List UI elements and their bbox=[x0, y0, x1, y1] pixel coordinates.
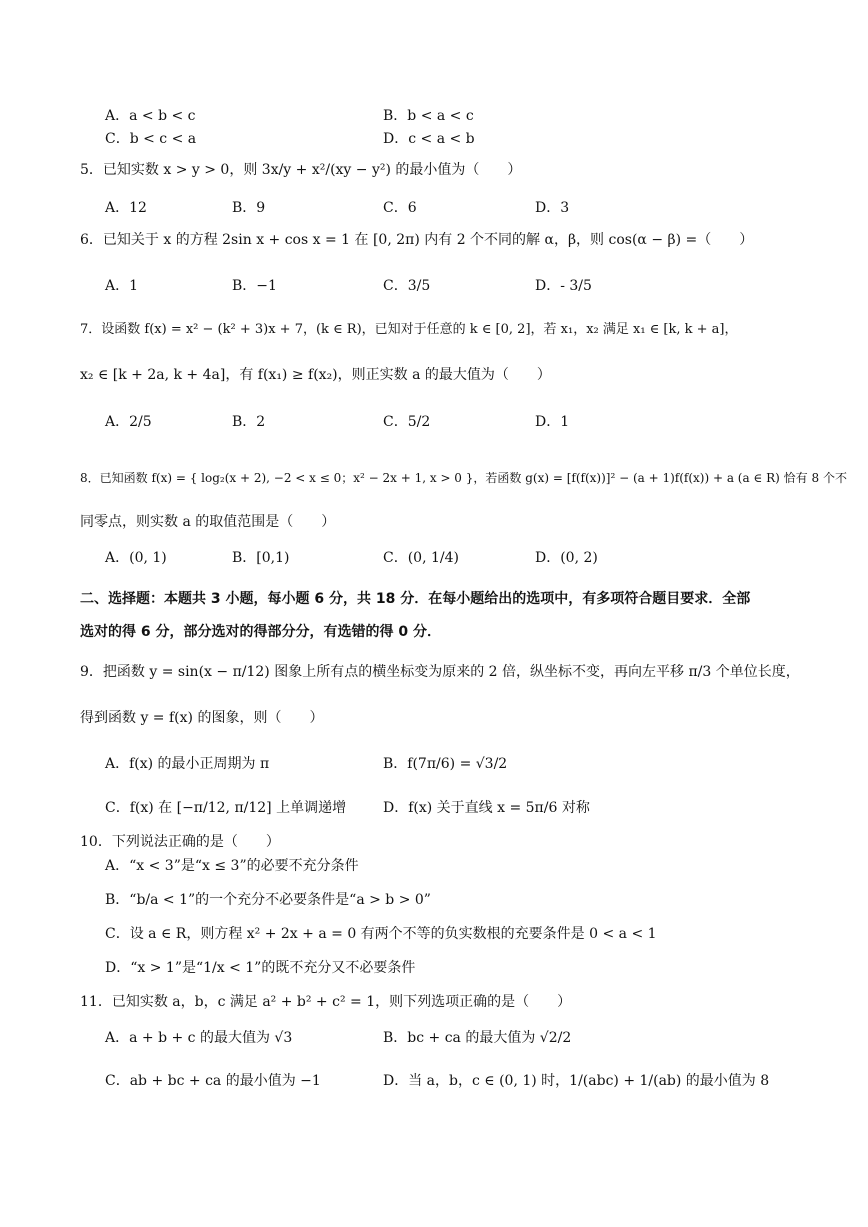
q4-option-c: C．b < c < a bbox=[105, 131, 197, 147]
q4-option-a: A．a < b < c bbox=[105, 108, 196, 124]
q8-stem-line2: 同零点，则实数 a 的取值范围是（ ） bbox=[80, 514, 336, 530]
q8-option-d: D．(0, 2) bbox=[535, 550, 598, 566]
q5-option-c: C．6 bbox=[383, 200, 417, 216]
q11-option-c: C．ab + bc + ca 的最小值为 −1 bbox=[105, 1073, 321, 1089]
q9-option-d: D．f(x) 关于直线 x = 5π/6 对称 bbox=[383, 800, 590, 816]
q10-stem: 10．下列说法正确的是（ ） bbox=[80, 834, 280, 850]
q9-option-c: C．f(x) 在 [−π/12, π/12] 上单调递增 bbox=[105, 800, 347, 816]
q6-stem: 6．已知关于 x 的方程 2sin x + cos x = 1 在 [0, 2π) 内有 2 个不同的解 α，β，则 cos(α − β) =（ ） bbox=[80, 232, 754, 248]
q10-option-b: B．“b/a < 1”的一个充分不必要条件是“a > b > 0” bbox=[105, 892, 431, 908]
q7-option-d: D．1 bbox=[535, 414, 570, 430]
q5-option-b: B．9 bbox=[232, 200, 266, 216]
q8-option-c: C．(0, 1/4) bbox=[383, 550, 459, 566]
q7-stem-line2: x₂ ∈ [k + 2a, k + 4a]，有 f(x₁) ≥ f(x₂)，则正实数 a 的最大值为（ ） bbox=[80, 367, 551, 383]
q9-option-a: A．f(x) 的最小正周期为 π bbox=[105, 756, 270, 772]
q11-option-b: B．bc + ca 的最大值为 √2/2 bbox=[383, 1030, 572, 1046]
q7-option-a: A．2/5 bbox=[105, 414, 152, 430]
q9-stem-line2: 得到函数 y = f(x) 的图象，则（ ） bbox=[80, 710, 324, 726]
q8-option-b: B．[0,1) bbox=[232, 550, 290, 566]
q10-option-a: A．“x < 3”是“x ≤ 3”的必要不充分条件 bbox=[105, 858, 359, 874]
q4-option-b: B．b < a < c bbox=[383, 108, 474, 124]
q8-option-a: A．(0, 1) bbox=[105, 550, 167, 566]
q5-option-a: A．12 bbox=[105, 200, 147, 216]
q11-option-d: D．当 a，b，c ∈ (0, 1) 时，1/(abc) + 1/(ab) 的最小值为 8 bbox=[383, 1073, 770, 1089]
q7-option-c: C．5/2 bbox=[383, 414, 431, 430]
q5-option-d: D．3 bbox=[535, 200, 570, 216]
q6-option-c: C．3/5 bbox=[383, 278, 431, 294]
section2-heading-line1: 二、选择题：本题共 3 小题，每小题 6 分，共 18 分．在每小题给出的选项中，有多项符合题目要求．全部 bbox=[80, 591, 751, 607]
q6-option-d: D．- 3/5 bbox=[535, 278, 592, 294]
section2-heading-line2: 选对的得 6 分，部分选对的得部分分，有选错的得 0 分． bbox=[80, 624, 441, 640]
q11-option-a: A．a + b + c 的最大值为 √3 bbox=[105, 1030, 293, 1046]
q10-option-c: C．设 a ∈ R，则方程 x² + 2x + a = 0 有两个不等的负实数根的充要条件是 0 < a < 1 bbox=[105, 926, 657, 942]
q6-option-b: B．−1 bbox=[232, 278, 277, 294]
q11-stem: 11．已知实数 a，b，c 满足 a² + b² + c² = 1，则下列选项正确的是（ ） bbox=[80, 994, 572, 1010]
q6-option-a: A．1 bbox=[105, 278, 139, 294]
q10-option-d: D．“x > 1”是“1/x < 1”的既不充分又不必要条件 bbox=[105, 960, 416, 976]
q4-option-d: D．c < a < b bbox=[383, 131, 475, 147]
q7-stem-line1: 7．设函数 f(x) = x² − (k² + 3)x + 7，(k ∈ R)，已知对于任意的 k ∈ [0, 2]，若 x₁，x₂ 满足 x₁ ∈ [k, k + a]， bbox=[80, 322, 738, 337]
q7-option-b: B．2 bbox=[232, 414, 266, 430]
q9-option-b: B．f(7π/6) = √3/2 bbox=[383, 756, 508, 772]
q5-stem: 5．已知实数 x > y > 0，则 3x/y + x²/(xy − y²) 的最小值为（ ） bbox=[80, 162, 522, 178]
q9-stem-line1: 9．把函数 y = sin(x − π/12) 图象上所有点的横坐标变为原来的 2 倍，纵坐标不变，再向左平移 π/3 个单位长度， bbox=[80, 664, 800, 680]
q8-stem-line1: 8．已知函数 f(x) = { log₂(x + 2), −2 < x ≤ 0；x² − 2x + 1, x > 0 }，若函数 g(x) = [f(f(x))]² − (a + 1)f(f(x)) + a (a ∈ R) 恰有 8 个不 bbox=[80, 471, 847, 485]
